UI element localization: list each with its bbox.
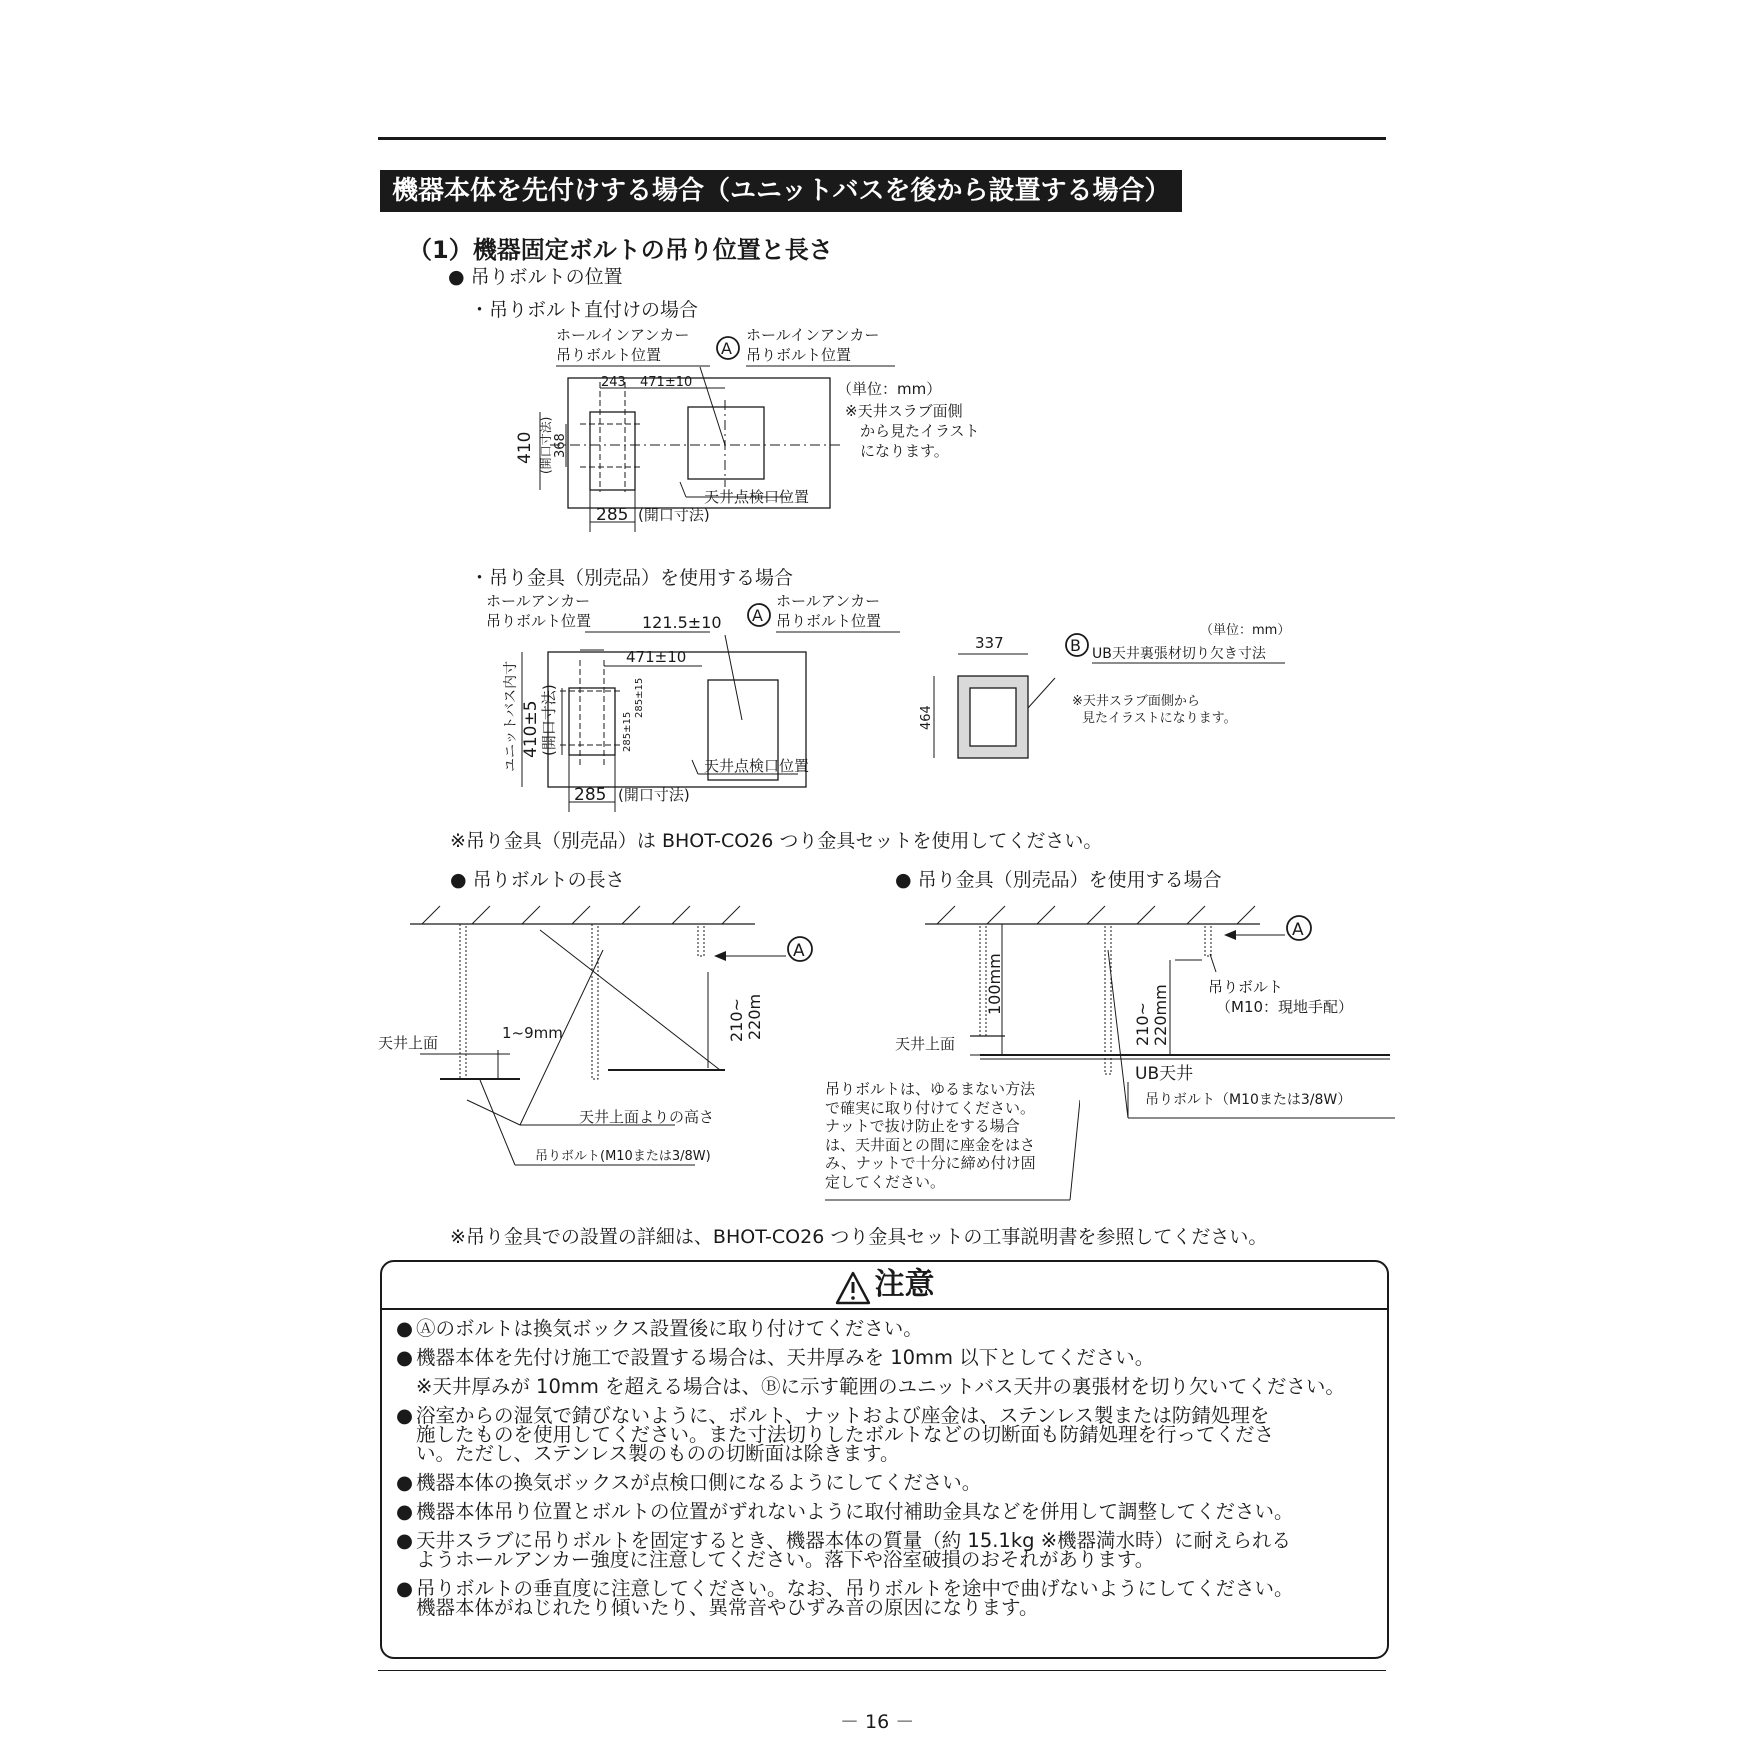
d2-dim-410-sub: (開口寸法) bbox=[540, 684, 558, 756]
bottom-rule bbox=[378, 1670, 1386, 1671]
d3-marker: B bbox=[1070, 636, 1081, 655]
caution-item-2-note: ※天井厚みが 10mm を超える場合は、Ⓑに示す範囲のユニットバス天井の裏張材を切り欠いてください。 bbox=[416, 1375, 1345, 1398]
diagram-bracket-mount bbox=[480, 590, 910, 820]
diagram-bracket-length bbox=[880, 890, 1400, 1130]
caution-item-3: ● 浴室からの湿気で錆びないように、ボルト、ナットおよび座金は、ステンレス製または防錆処理を bbox=[396, 1404, 1270, 1427]
d2-dim-285: 285 bbox=[574, 785, 607, 805]
bracket-case-heading: ・吊り金具（別売品）を使用する場合 bbox=[470, 567, 794, 589]
d3-dim-337: 337 bbox=[975, 634, 1004, 652]
d3-unit: （単位：mm） bbox=[1200, 623, 1290, 638]
d5-marker: A bbox=[1292, 920, 1304, 940]
d1-label-left-2: 吊りボルト位置 bbox=[556, 346, 662, 364]
d1-marker: A bbox=[721, 339, 732, 358]
d5-bolt-label-1: 吊りボルト bbox=[1208, 978, 1284, 996]
caution-item-2: ● 機器本体を先付け施工で設置する場合は、天井厚みを 10mm 以下としてください。 bbox=[396, 1346, 1155, 1369]
d1-note-3: になります。 bbox=[860, 442, 949, 460]
bolt-length-heading: ● 吊りボルトの長さ bbox=[450, 869, 625, 891]
bracket-note: ※吊り金具（別売品）は BHOT-CO26 つり金具セットを使用してください。 bbox=[450, 830, 1103, 852]
d5-dim-100: 100mm bbox=[985, 953, 1004, 1015]
d4-bolt-label: 吊りボルト(M10または3/8W) bbox=[535, 1149, 711, 1164]
caution-item-5: ● 機器本体吊り位置とボルトの位置がずれないように取付補助金具などを併用して調整してください。 bbox=[396, 1500, 1294, 1523]
d2-dim-410: 410±5 bbox=[521, 700, 541, 758]
d4-height2: 220m bbox=[745, 993, 764, 1040]
d2-dim-121: 121.5±10 bbox=[642, 613, 722, 632]
d1-unit: （単位：mm） bbox=[837, 380, 942, 398]
warning-icon bbox=[835, 1271, 871, 1309]
page-number: － 16 － bbox=[840, 1711, 915, 1733]
d1-dim-285: 285 bbox=[596, 505, 629, 525]
caution-item-1: ● Ⓐのボルトは換気ボックス設置後に取り付けてください。 bbox=[396, 1317, 923, 1340]
d1-inspection: 天井点検口位置 bbox=[704, 488, 810, 506]
top-rule bbox=[378, 137, 1386, 140]
d2-dim-285b: 285±15 bbox=[634, 677, 645, 718]
d1-dim-410-sub: (開口寸法) bbox=[539, 416, 553, 474]
d3-note-1: ※天井スラブ面側から bbox=[1072, 694, 1200, 709]
caution-item-3-line3: い。ただし、ステンレス製のものの切断面は除きます。 bbox=[416, 1442, 900, 1465]
direct-case-heading: ・吊りボルト直付けの場合 bbox=[470, 299, 699, 321]
d1-dim-471: 471±10 bbox=[640, 375, 693, 390]
d2-label-left-2: 吊りボルト位置 bbox=[486, 612, 592, 630]
d3-label: UB天井裏張材切り欠き寸法 bbox=[1092, 646, 1266, 662]
d1-dim-285-sub: (開口寸法) bbox=[638, 506, 710, 524]
diagram-bolt-length bbox=[370, 890, 840, 1190]
caution-title: 注意 bbox=[874, 1267, 935, 1302]
d2-dim-ub: ユニットバス内寸 bbox=[503, 660, 519, 772]
d1-label-left-1: ホールインアンカー bbox=[556, 326, 690, 344]
d2-label-right-1: ホールアンカー bbox=[776, 592, 881, 610]
d1-label-right-1: ホールインアンカー bbox=[746, 326, 880, 344]
d5-height2: 220mm bbox=[1151, 984, 1170, 1046]
d4-gap: 1~9mm bbox=[502, 1024, 563, 1042]
d4-marker: A bbox=[793, 941, 805, 961]
d5-ceiling-top: 天井上面 bbox=[895, 1035, 956, 1053]
diagram-ub-cutout bbox=[910, 618, 1290, 798]
d5-ub-ceiling: UB天井 bbox=[1135, 1064, 1194, 1084]
d1-dim-243: 243 bbox=[601, 375, 626, 390]
d1-dim-368: 368 bbox=[553, 433, 568, 458]
d5-height: 210~ bbox=[1133, 1002, 1152, 1046]
caution-item-6: ● 天井スラブに吊りボルトを固定するとき、機器本体の質量（約 15.1kg ※機器満水時）に耐えられる bbox=[396, 1529, 1292, 1552]
diagram-direct-mount bbox=[500, 322, 1000, 542]
d1-dim-410: 410 bbox=[515, 431, 535, 464]
middle-note: 吊りボルトは、ゆるまない方法 で確実に取り付けてください。 ナットで抜け防止をする場合 は、天井面との間に座金をはさ み、ナットで十分に締め付け固 定してください。 bbox=[825, 1080, 1036, 1191]
bracket-detail-note: ※吊り金具での設置の詳細は、BHOT-CO26 つり金具セットの工事説明書を参照してください。 bbox=[450, 1226, 1268, 1248]
d2-dim-285-sub: (開口寸法) bbox=[618, 786, 690, 804]
d1-note-2: から見たイラスト bbox=[860, 422, 980, 440]
d2-dim-471: 471±10 bbox=[626, 648, 687, 666]
caution-header bbox=[382, 1262, 1387, 1310]
d4-height: 210~ bbox=[727, 998, 746, 1042]
caution-box bbox=[380, 1260, 1389, 1659]
d3-note-2: 見たイラストになります。 bbox=[1082, 711, 1237, 726]
d1-label-right-2: 吊りボルト位置 bbox=[746, 346, 852, 364]
d2-inspection: 天井点検口位置 bbox=[704, 757, 810, 775]
caution-item-4: ● 機器本体の換気ボックスが点検口側になるようにしてください。 bbox=[396, 1471, 982, 1494]
subsection-title: （1）機器固定ボルトの吊り位置と長さ bbox=[408, 236, 833, 264]
d5-bolt-label-2: （M10：現地手配） bbox=[1216, 998, 1354, 1016]
d2-label-left-1: ホールアンカー bbox=[486, 592, 591, 610]
caution-item-3-line2: 施したものを使用してください。また寸法切りしたボルトなどの切断面も防錆処理を行ってくださ bbox=[416, 1423, 1275, 1446]
d4-ceiling-top: 天井上面 bbox=[378, 1034, 439, 1052]
caution-item-7-line2: 機器本体がねじれたり傾いたり、異常音やひずみ音の原因になります。 bbox=[416, 1596, 1039, 1619]
d2-label-right-2: 吊りボルト位置 bbox=[776, 612, 882, 630]
d4-height-from-top: 天井上面よりの高さ bbox=[579, 1108, 715, 1126]
d2-marker: A bbox=[752, 606, 763, 625]
bolt-position-heading: ● 吊りボルトの位置 bbox=[448, 266, 623, 288]
d1-note-1: ※天井スラブ面側 bbox=[845, 402, 963, 420]
d5-bolt-label-bottom: 吊りボルト（M10または3/8W） bbox=[1145, 1092, 1352, 1108]
section-title: 機器本体を先付けする場合（ユニットバスを後から設置する場合） bbox=[380, 170, 1182, 212]
caution-item-7: ● 吊りボルトの垂直度に注意してください。なお、吊りボルトを途中で曲げないようにしてください。 bbox=[396, 1577, 1294, 1600]
bracket-use-heading: ● 吊り金具（別売品）を使用する場合 bbox=[895, 869, 1222, 891]
d2-dim-285a: 285±15 bbox=[622, 711, 633, 752]
d3-dim-464: 464 bbox=[919, 705, 934, 730]
caution-item-6-line2: ようホールアンカー強度に注意してください。落下や浴室破損のおそれがあります。 bbox=[416, 1548, 1155, 1571]
